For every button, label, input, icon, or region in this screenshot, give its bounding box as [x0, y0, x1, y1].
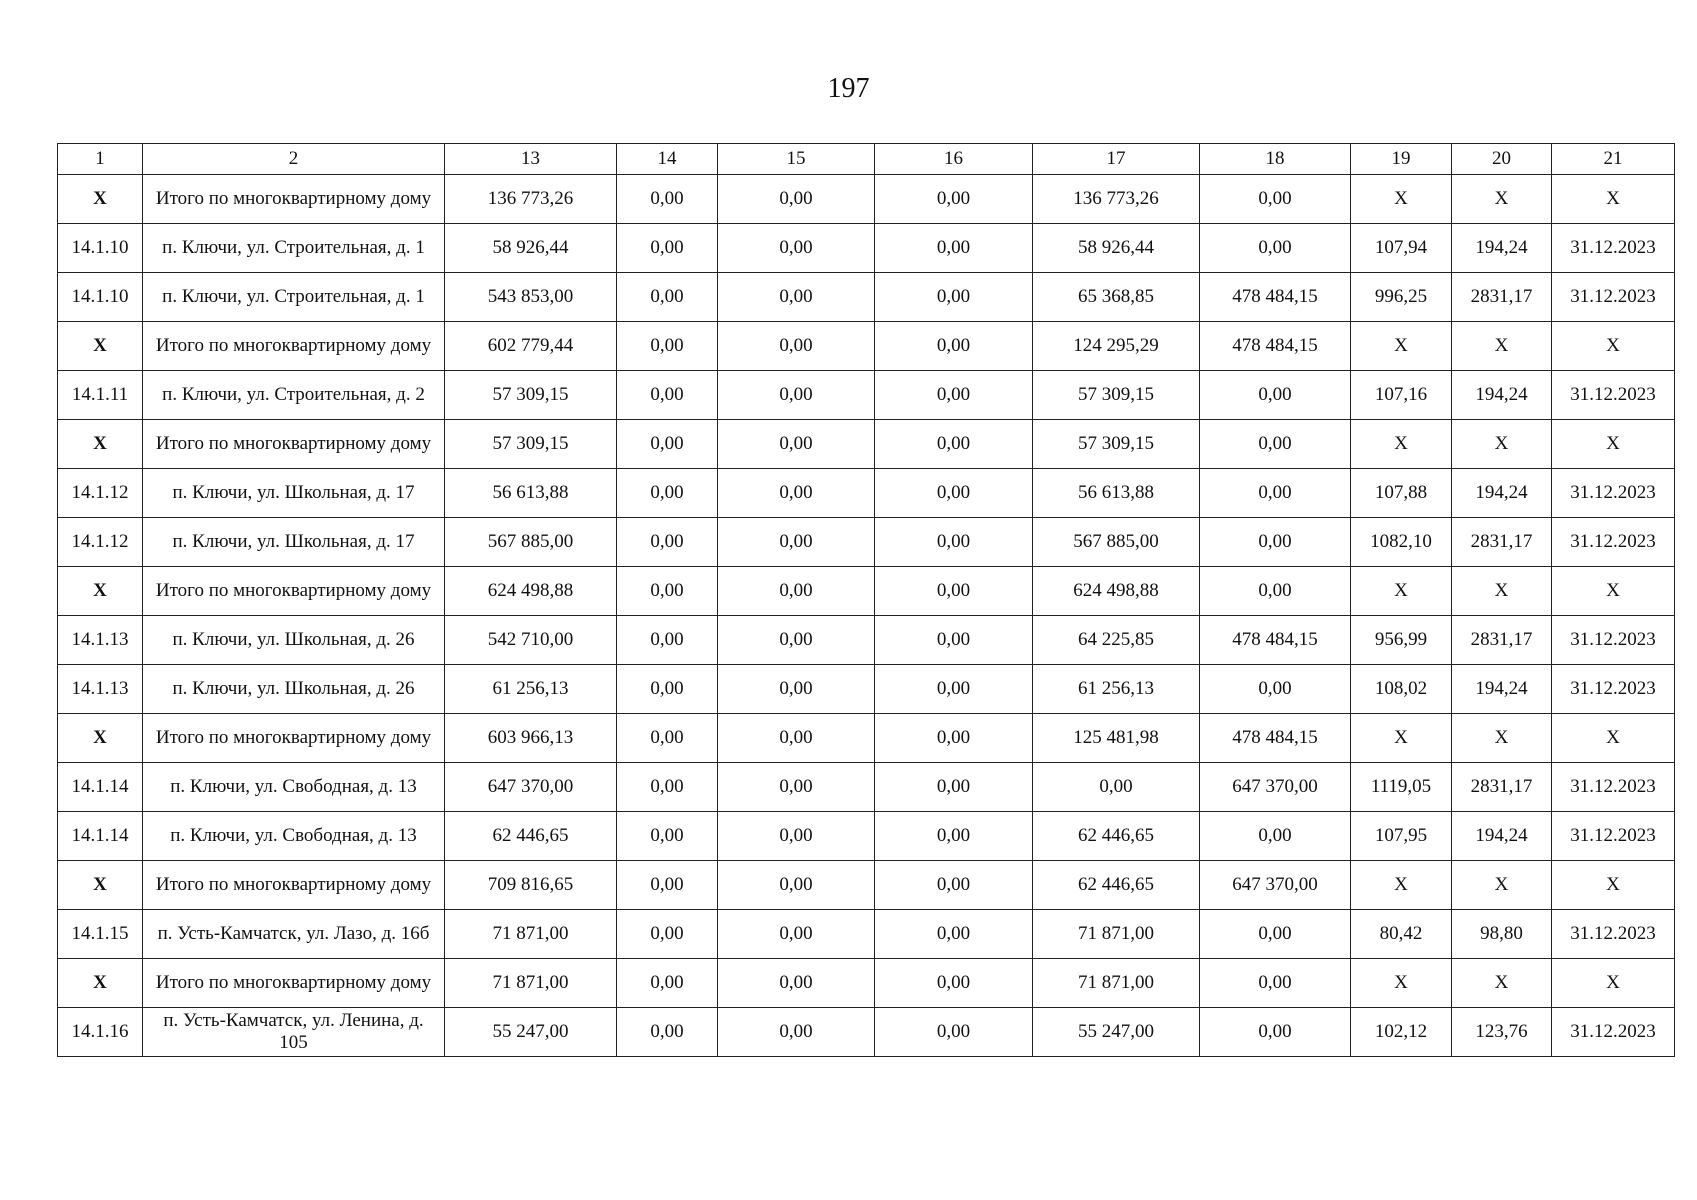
column-number-header: 18 — [1200, 144, 1351, 175]
date-cell: X — [1552, 714, 1675, 763]
col15-cell: 0,00 — [718, 812, 875, 861]
address-text: Итого по многоквартирному дому — [155, 188, 432, 209]
col15-cell: 0,00 — [718, 175, 875, 224]
col18-cell: 0,00 — [1200, 910, 1351, 959]
row-id-cell: X — [58, 959, 143, 1008]
address-cell — [143, 518, 445, 567]
address-text: п. Ключи, ул. Свободная, д. 13 — [170, 776, 417, 797]
table-row — [58, 763, 1675, 812]
address-cell — [143, 1008, 445, 1057]
date-cell: X — [1552, 322, 1675, 371]
address-cell — [143, 714, 445, 763]
column-number-header: 19 — [1351, 144, 1452, 175]
col16-cell: 0,00 — [875, 616, 1033, 665]
column-number-header: 15 — [718, 144, 875, 175]
col14-cell: 0,00 — [617, 861, 718, 910]
col18-cell: 478 484,15 — [1200, 616, 1351, 665]
row-id-cell: 14.1.10 — [58, 224, 143, 273]
address-text: п. Ключи, ул. Строительная, д. 1 — [162, 237, 425, 258]
col16-cell: 0,00 — [875, 371, 1033, 420]
col15-cell: 0,00 — [718, 469, 875, 518]
col17-cell: 124 295,29 — [1033, 322, 1200, 371]
row-id-cell: X — [58, 175, 143, 224]
col18-cell: 478 484,15 — [1200, 322, 1351, 371]
col15-cell: 0,00 — [718, 714, 875, 763]
col20-cell: 194,24 — [1452, 224, 1552, 273]
col17-cell: 61 256,13 — [1033, 665, 1200, 714]
col19-cell: X — [1351, 959, 1452, 1008]
col16-cell: 0,00 — [875, 518, 1033, 567]
col18-cell: 0,00 — [1200, 420, 1351, 469]
col16-cell: 0,00 — [875, 420, 1033, 469]
amount-total-cell: 624 498,88 — [445, 567, 617, 616]
address-text: п. Усть-Камчатск, ул. Ленина, д. 105 — [163, 1010, 424, 1053]
col16-cell: 0,00 — [875, 910, 1033, 959]
col17-cell: 58 926,44 — [1033, 224, 1200, 273]
col15-cell: 0,00 — [718, 224, 875, 273]
col18-cell: 0,00 — [1200, 567, 1351, 616]
col16-cell: 0,00 — [875, 469, 1033, 518]
col16-cell: 0,00 — [875, 273, 1033, 322]
col19-cell: X — [1351, 322, 1452, 371]
col18-cell: 478 484,15 — [1200, 714, 1351, 763]
column-number-header: 13 — [445, 144, 617, 175]
col20-cell: X — [1452, 175, 1552, 224]
col15-cell: 0,00 — [718, 1008, 875, 1057]
col19-cell: 996,25 — [1351, 273, 1452, 322]
col19-cell: 80,42 — [1351, 910, 1452, 959]
row-id-cell: X — [58, 567, 143, 616]
date-cell: 31.12.2023 — [1552, 1008, 1675, 1057]
col17-cell: 136 773,26 — [1033, 175, 1200, 224]
amount-total-cell: 709 816,65 — [445, 861, 617, 910]
col15-cell: 0,00 — [718, 910, 875, 959]
col19-cell: 107,94 — [1351, 224, 1452, 273]
col19-cell: X — [1351, 861, 1452, 910]
col16-cell: 0,00 — [875, 322, 1033, 371]
table-total-row — [58, 175, 1675, 224]
col14-cell: 0,00 — [617, 665, 718, 714]
col18-cell: 478 484,15 — [1200, 273, 1351, 322]
table-row — [58, 616, 1675, 665]
amount-total-cell: 57 309,15 — [445, 420, 617, 469]
col17-cell: 57 309,15 — [1033, 371, 1200, 420]
col17-cell: 71 871,00 — [1033, 959, 1200, 1008]
address-cell — [143, 812, 445, 861]
col19-cell: 107,16 — [1351, 371, 1452, 420]
address-cell — [143, 322, 445, 371]
table-row — [58, 1008, 1675, 1057]
row-id-cell: X — [58, 420, 143, 469]
col18-cell: 0,00 — [1200, 224, 1351, 273]
col19-cell: X — [1351, 567, 1452, 616]
table-row — [58, 273, 1675, 322]
col14-cell: 0,00 — [617, 616, 718, 665]
address-cell — [143, 371, 445, 420]
date-cell: 31.12.2023 — [1552, 469, 1675, 518]
address-text: Итого по многоквартирному дому — [155, 433, 432, 454]
col14-cell: 0,00 — [617, 469, 718, 518]
col15-cell: 0,00 — [718, 322, 875, 371]
row-id-cell: X — [58, 322, 143, 371]
address-cell — [143, 959, 445, 1008]
col17-cell: 56 613,88 — [1033, 469, 1200, 518]
col18-cell: 0,00 — [1200, 469, 1351, 518]
col20-cell: X — [1452, 567, 1552, 616]
col14-cell: 0,00 — [617, 322, 718, 371]
row-id-cell: X — [58, 714, 143, 763]
col14-cell: 0,00 — [617, 714, 718, 763]
col15-cell: 0,00 — [718, 763, 875, 812]
table-total-row — [58, 861, 1675, 910]
address-text: п. Ключи, ул. Школьная, д. 26 — [172, 678, 415, 699]
col15-cell: 0,00 — [718, 273, 875, 322]
date-cell: 31.12.2023 — [1552, 224, 1675, 273]
col19-cell: 108,02 — [1351, 665, 1452, 714]
table-total-row — [58, 714, 1675, 763]
col18-cell: 0,00 — [1200, 175, 1351, 224]
col18-cell: 0,00 — [1200, 518, 1351, 567]
address-cell — [143, 763, 445, 812]
col17-cell: 71 871,00 — [1033, 910, 1200, 959]
col14-cell: 0,00 — [617, 518, 718, 567]
date-cell: 31.12.2023 — [1552, 273, 1675, 322]
date-cell: X — [1552, 175, 1675, 224]
col20-cell: X — [1452, 322, 1552, 371]
row-id-cell: 14.1.13 — [58, 616, 143, 665]
table-body — [58, 144, 1675, 1057]
address-text: Итого по многоквартирному дому — [155, 874, 432, 895]
col16-cell: 0,00 — [875, 763, 1033, 812]
col15-cell: 0,00 — [718, 518, 875, 567]
table-total-row — [58, 567, 1675, 616]
amount-total-cell: 61 256,13 — [445, 665, 617, 714]
col17-cell: 567 885,00 — [1033, 518, 1200, 567]
col15-cell: 0,00 — [718, 959, 875, 1008]
row-id-cell: 14.1.12 — [58, 469, 143, 518]
col17-cell: 125 481,98 — [1033, 714, 1200, 763]
col20-cell: X — [1452, 959, 1552, 1008]
row-id-cell: 14.1.15 — [58, 910, 143, 959]
table-total-row — [58, 322, 1675, 371]
col16-cell: 0,00 — [875, 861, 1033, 910]
table-row — [58, 665, 1675, 714]
row-id-cell: 14.1.14 — [58, 812, 143, 861]
col14-cell: 0,00 — [617, 175, 718, 224]
amount-total-cell: 56 613,88 — [445, 469, 617, 518]
col19-cell: 1082,10 — [1351, 518, 1452, 567]
date-cell: 31.12.2023 — [1552, 763, 1675, 812]
address-cell — [143, 224, 445, 273]
col19-cell: 107,88 — [1351, 469, 1452, 518]
amount-total-cell: 55 247,00 — [445, 1008, 617, 1057]
col14-cell: 0,00 — [617, 812, 718, 861]
col18-cell: 0,00 — [1200, 959, 1351, 1008]
date-cell: X — [1552, 420, 1675, 469]
col14-cell: 0,00 — [617, 959, 718, 1008]
col20-cell: 194,24 — [1452, 469, 1552, 518]
col17-cell: 62 446,65 — [1033, 861, 1200, 910]
col14-cell: 0,00 — [617, 910, 718, 959]
column-number-header: 21 — [1552, 144, 1675, 175]
col20-cell: X — [1452, 714, 1552, 763]
address-text: Итого по многоквартирному дому — [155, 727, 432, 748]
col16-cell: 0,00 — [875, 224, 1033, 273]
address-text: п. Ключи, ул. Свободная, д. 13 — [170, 825, 417, 846]
column-number-header: 2 — [143, 144, 445, 175]
col18-cell: 647 370,00 — [1200, 861, 1351, 910]
column-number-row — [58, 144, 1675, 175]
col20-cell: 2831,17 — [1452, 763, 1552, 812]
col14-cell: 0,00 — [617, 224, 718, 273]
amount-total-cell: 567 885,00 — [445, 518, 617, 567]
row-id-cell: 14.1.11 — [58, 371, 143, 420]
col18-cell: 0,00 — [1200, 812, 1351, 861]
col20-cell: 2831,17 — [1452, 616, 1552, 665]
col20-cell: 2831,17 — [1452, 273, 1552, 322]
col17-cell: 0,00 — [1033, 763, 1200, 812]
col15-cell: 0,00 — [718, 371, 875, 420]
amount-total-cell: 603 966,13 — [445, 714, 617, 763]
col17-cell: 57 309,15 — [1033, 420, 1200, 469]
col20-cell: 2831,17 — [1452, 518, 1552, 567]
col16-cell: 0,00 — [875, 714, 1033, 763]
col20-cell: 98,80 — [1452, 910, 1552, 959]
address-cell — [143, 469, 445, 518]
address-cell — [143, 665, 445, 714]
amount-total-cell: 71 871,00 — [445, 959, 617, 1008]
address-text: п. Ключи, ул. Школьная, д. 26 — [172, 629, 415, 650]
col19-cell: 1119,05 — [1351, 763, 1452, 812]
row-id-cell: X — [58, 861, 143, 910]
amount-total-cell: 62 446,65 — [445, 812, 617, 861]
col17-cell: 62 446,65 — [1033, 812, 1200, 861]
amount-total-cell: 602 779,44 — [445, 322, 617, 371]
col15-cell: 0,00 — [718, 665, 875, 714]
date-cell: 31.12.2023 — [1552, 665, 1675, 714]
col14-cell: 0,00 — [617, 567, 718, 616]
col16-cell: 0,00 — [875, 567, 1033, 616]
table-row — [58, 371, 1675, 420]
amount-total-cell: 542 710,00 — [445, 616, 617, 665]
col19-cell: X — [1351, 420, 1452, 469]
row-id-cell: 14.1.16 — [58, 1008, 143, 1057]
table-row — [58, 469, 1675, 518]
col17-cell: 624 498,88 — [1033, 567, 1200, 616]
col17-cell: 55 247,00 — [1033, 1008, 1200, 1057]
date-cell: X — [1552, 567, 1675, 616]
address-text: п. Ключи, ул. Строительная, д. 2 — [162, 384, 425, 405]
date-cell: 31.12.2023 — [1552, 371, 1675, 420]
col20-cell: 194,24 — [1452, 665, 1552, 714]
amount-total-cell: 543 853,00 — [445, 273, 617, 322]
amount-total-cell: 71 871,00 — [445, 910, 617, 959]
row-id-cell: 14.1.14 — [58, 763, 143, 812]
page-number: 197 — [827, 73, 870, 104]
col18-cell: 0,00 — [1200, 1008, 1351, 1057]
amount-total-cell: 136 773,26 — [445, 175, 617, 224]
col17-cell: 65 368,85 — [1033, 273, 1200, 322]
date-cell: 31.12.2023 — [1552, 616, 1675, 665]
col16-cell: 0,00 — [875, 812, 1033, 861]
address-text: п. Усть-Камчатск, ул. Лазо, д. 16б — [157, 923, 430, 944]
col17-cell: 64 225,85 — [1033, 616, 1200, 665]
date-cell: 31.12.2023 — [1552, 910, 1675, 959]
table-row — [58, 910, 1675, 959]
address-cell — [143, 616, 445, 665]
data-table — [57, 143, 1675, 1057]
row-id-cell: 14.1.12 — [58, 518, 143, 567]
address-cell — [143, 861, 445, 910]
col18-cell: 0,00 — [1200, 665, 1351, 714]
col14-cell: 0,00 — [617, 420, 718, 469]
date-cell: X — [1552, 959, 1675, 1008]
date-cell: 31.12.2023 — [1552, 812, 1675, 861]
amount-total-cell: 58 926,44 — [445, 224, 617, 273]
address-cell — [143, 567, 445, 616]
address-text: Итого по многоквартирному дому — [155, 335, 432, 356]
col18-cell: 0,00 — [1200, 371, 1351, 420]
col16-cell: 0,00 — [875, 1008, 1033, 1057]
address-text: п. Ключи, ул. Школьная, д. 17 — [172, 531, 415, 552]
address-text: п. Ключи, ул. Школьная, д. 17 — [172, 482, 415, 503]
col16-cell: 0,00 — [875, 665, 1033, 714]
amount-total-cell: 647 370,00 — [445, 763, 617, 812]
col15-cell: 0,00 — [718, 420, 875, 469]
col14-cell: 0,00 — [617, 371, 718, 420]
table-row — [58, 812, 1675, 861]
table-row — [58, 518, 1675, 567]
address-text: Итого по многоквартирному дому — [155, 580, 432, 601]
col15-cell: 0,00 — [718, 861, 875, 910]
amount-total-cell: 57 309,15 — [445, 371, 617, 420]
col20-cell: 194,24 — [1452, 371, 1552, 420]
row-id-cell: 14.1.13 — [58, 665, 143, 714]
table-total-row — [58, 959, 1675, 1008]
column-number-header: 1 — [58, 144, 143, 175]
col19-cell: X — [1351, 714, 1452, 763]
address-text: п. Ключи, ул. Строительная, д. 1 — [162, 286, 425, 307]
table-row — [58, 224, 1675, 273]
col15-cell: 0,00 — [718, 567, 875, 616]
column-number-header: 14 — [617, 144, 718, 175]
col14-cell: 0,00 — [617, 763, 718, 812]
col14-cell: 0,00 — [617, 273, 718, 322]
col18-cell: 647 370,00 — [1200, 763, 1351, 812]
column-number-header: 20 — [1452, 144, 1552, 175]
date-cell: X — [1552, 861, 1675, 910]
col20-cell: X — [1452, 861, 1552, 910]
column-number-header: 16 — [875, 144, 1033, 175]
col19-cell: X — [1351, 175, 1452, 224]
col16-cell: 0,00 — [875, 959, 1033, 1008]
row-id-cell: 14.1.10 — [58, 273, 143, 322]
table-total-row — [58, 420, 1675, 469]
address-cell — [143, 175, 445, 224]
col14-cell: 0,00 — [617, 1008, 718, 1057]
col15-cell: 0,00 — [718, 616, 875, 665]
col20-cell: X — [1452, 420, 1552, 469]
col16-cell: 0,00 — [875, 175, 1033, 224]
date-cell: 31.12.2023 — [1552, 518, 1675, 567]
col20-cell: 194,24 — [1452, 812, 1552, 861]
col19-cell: 956,99 — [1351, 616, 1452, 665]
col20-cell: 123,76 — [1452, 1008, 1552, 1057]
address-cell — [143, 273, 445, 322]
col19-cell: 107,95 — [1351, 812, 1452, 861]
column-number-header: 17 — [1033, 144, 1200, 175]
address-cell — [143, 910, 445, 959]
address-text: Итого по многоквартирному дому — [155, 972, 432, 993]
col19-cell: 102,12 — [1351, 1008, 1452, 1057]
address-cell — [143, 420, 445, 469]
